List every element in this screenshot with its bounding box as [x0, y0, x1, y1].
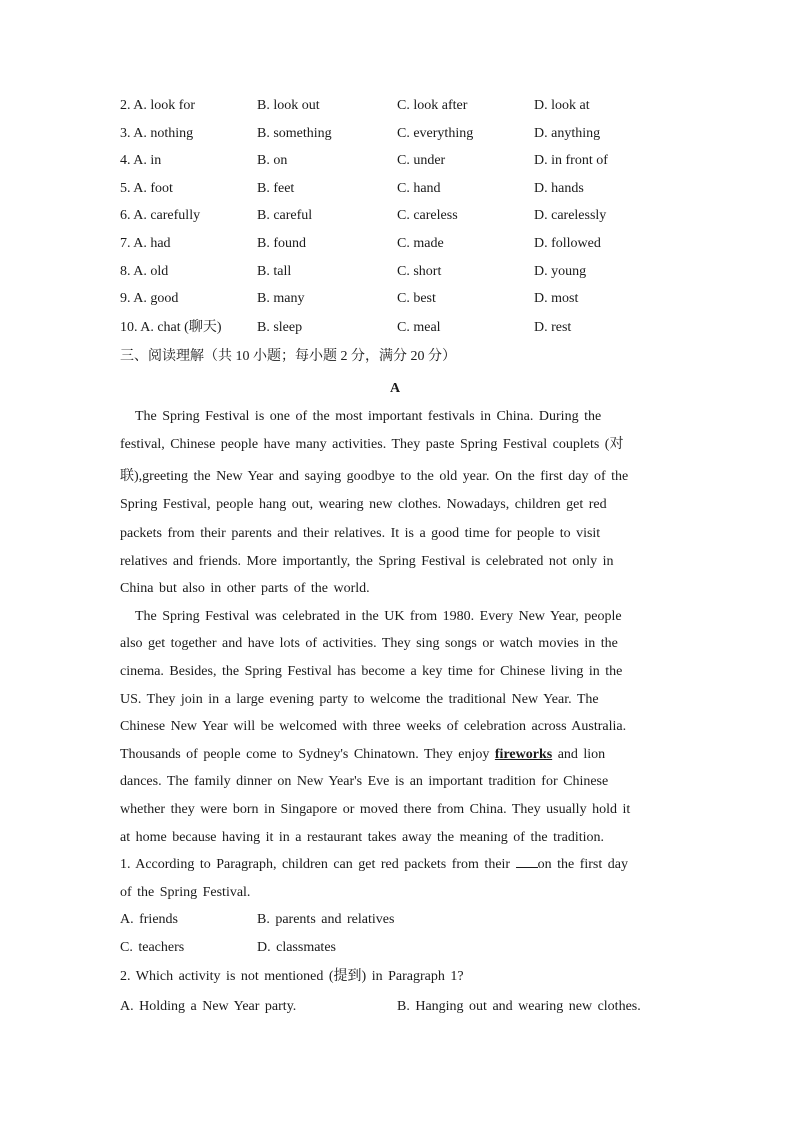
answer-blank: [516, 855, 538, 868]
passage-label: A: [390, 381, 401, 396]
option-b: B. found: [257, 236, 306, 251]
option-b: B. something: [257, 126, 332, 141]
option-c: C. hand: [397, 181, 441, 196]
option-d: D. rest: [534, 320, 572, 335]
text-fragment: and lion: [552, 747, 606, 762]
option-b: B. careful: [257, 208, 313, 223]
text-fragment: on the first day: [537, 857, 628, 872]
paragraph-line: 联),greeting the New Year and saying goodbye to the old year. On the first day of the: [120, 469, 629, 484]
option-c: C. best: [397, 291, 436, 306]
option-d: D. in front of: [534, 153, 608, 168]
text-fragment: 1. According to Paragraph, children can get red packets from their: [120, 857, 516, 872]
paragraph-line: China but also in other parts of the world.: [120, 581, 370, 596]
paragraph-line: The Spring Festival was celebrated in the UK from 1980. Every New Year, people: [135, 609, 622, 624]
option-d: D. classmates: [257, 940, 336, 955]
option-c: C. made: [397, 236, 444, 251]
option-a: 4. A. in: [120, 153, 162, 168]
option-a: 5. A. foot: [120, 181, 173, 196]
paragraph-line: dances. The family dinner on New Year's Eve is an important tradition for Chinese: [120, 774, 609, 789]
option-c: C. short: [397, 264, 442, 279]
option-c: C. everything: [397, 126, 474, 141]
option-a: 3. A. nothing: [120, 126, 194, 141]
paragraph-line: US. They join in a large evening party to welcome the traditional New Year. The: [120, 692, 599, 707]
question-2-stem: 2. Which activity is not mentioned (提到) in Paragraph 1?: [120, 969, 464, 984]
option-b: B. look out: [257, 98, 320, 113]
paragraph-line: festival, Chinese people have many activities. They paste Spring Festival couplets (对: [120, 437, 624, 452]
paragraph-line: at home because having it in a restaurant takes away the meaning of the tradition.: [120, 830, 605, 845]
option-c: C. under: [397, 153, 446, 168]
option-d: D. carelessly: [534, 208, 607, 223]
option-a: A. Holding a New Year party.: [120, 999, 297, 1014]
option-b: B. on: [257, 153, 288, 168]
paragraph-line: The Spring Festival is one of the most important festivals in China. During the: [135, 409, 602, 424]
paragraph-line: Chinese New Year will be welcomed with three weeks of celebration across Australia.: [120, 719, 627, 734]
paragraph-line: Spring Festival, people hang out, wearing new clothes. Nowadays, children get red: [120, 497, 607, 512]
option-a: 6. A. carefully: [120, 208, 201, 223]
option-d: D. young: [534, 264, 587, 279]
option-a: 2. A. look for: [120, 98, 196, 113]
section-heading: 三、阅读理解（共 10 小题；每小题 2 分，满分 20 分）: [120, 349, 456, 364]
option-d: D. hands: [534, 181, 584, 196]
option-a: A. friends: [120, 912, 178, 927]
paragraph-line: whether they were born in Singapore or moved there from China. They usually hold it: [120, 802, 631, 817]
paragraph-line: [120, 744, 605, 766]
keyword-fireworks: fireworks: [494, 747, 553, 762]
option-c: C. meal: [397, 320, 441, 335]
option-b: B. Hanging out and wearing new clothes.: [397, 999, 641, 1014]
paragraph-line: cinema. Besides, the Spring Festival has become a key time for Chinese living in the: [120, 664, 623, 679]
option-b: B. many: [257, 291, 305, 306]
paragraph-line: relatives and friends. More importantly, the Spring Festival is celebrated not only in: [120, 554, 614, 569]
question-1-stem: [120, 854, 628, 876]
option-a: 10. A. chat (聊天): [120, 320, 222, 335]
question-1-stem-cont: of the Spring Festival.: [120, 885, 251, 900]
option-d: D. most: [534, 291, 579, 306]
option-a: 9. A. good: [120, 291, 179, 306]
option-b: B. sleep: [257, 320, 303, 335]
option-d: D. anything: [534, 126, 601, 141]
option-d: D. followed: [534, 236, 601, 251]
option-a: 7. A. had: [120, 236, 171, 251]
option-c: C. look after: [397, 98, 468, 113]
option-b: B. feet: [257, 181, 295, 196]
option-d: D. look at: [534, 98, 590, 113]
option-a: 8. A. old: [120, 264, 169, 279]
paragraph-line: packets from their parents and their relatives. It is a good time for people to visit: [120, 526, 601, 541]
paragraph-line: also get together and have lots of activities. They sing songs or watch movies in the: [120, 636, 618, 651]
text-fragment: Thousands of people come to Sydney's Chinatown. They enjoy: [120, 747, 495, 762]
option-b: B. tall: [257, 264, 292, 279]
option-b: B. parents and relatives: [257, 912, 395, 927]
option-c: C. teachers: [120, 940, 185, 955]
option-c: C. careless: [397, 208, 458, 223]
